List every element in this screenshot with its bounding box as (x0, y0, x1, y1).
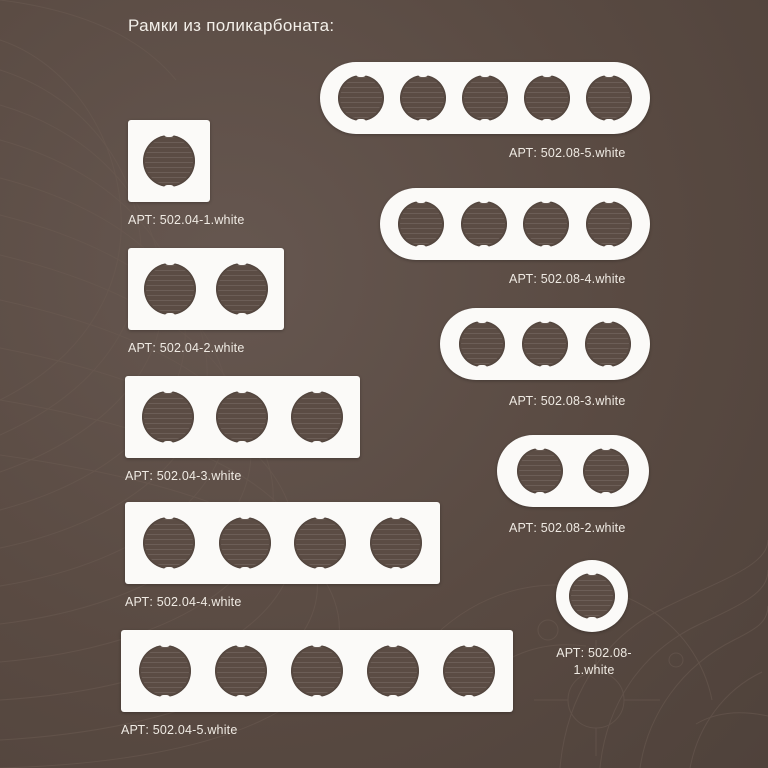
hole-striping (218, 265, 266, 313)
socket-hole (522, 321, 568, 367)
product-502.04-1[interactable] (128, 120, 210, 202)
product-caption-502.04-3: АРТ: 502.04-3.white (125, 469, 242, 483)
hole-striping (146, 265, 194, 313)
hole-row (320, 62, 650, 134)
socket-hole (524, 75, 570, 121)
socket-hole (459, 321, 505, 367)
product-caption-502.08-4: АРТ: 502.08-4.white (509, 272, 626, 286)
socket-hole (517, 448, 563, 494)
hole-striping (464, 77, 506, 119)
hole-striping (145, 137, 193, 185)
hole-striping (587, 323, 629, 365)
hole-striping (588, 203, 630, 245)
socket-hole (291, 391, 343, 443)
socket-hole (219, 517, 271, 569)
product-502.04-4[interactable] (125, 502, 440, 584)
hole-row (440, 308, 650, 380)
product-502.08-2[interactable] (497, 435, 649, 507)
socket-hole (585, 321, 631, 367)
hole-striping (217, 647, 265, 695)
product-502.08-5[interactable] (320, 62, 650, 134)
product-caption-502.08-5: АРТ: 502.08-5.white (509, 146, 626, 160)
socket-hole (523, 201, 569, 247)
socket-hole (215, 645, 267, 697)
product-502.08-3[interactable] (440, 308, 650, 380)
socket-hole (144, 263, 196, 315)
page-title: Рамки из поликарбоната: (128, 16, 335, 35)
socket-hole (216, 391, 268, 443)
hole-striping (585, 450, 627, 492)
frame-body (440, 308, 650, 380)
socket-hole (216, 263, 268, 315)
hole-striping (372, 519, 420, 567)
hole-striping (293, 647, 341, 695)
socket-hole (586, 75, 632, 121)
product-caption-502.04-1: АРТ: 502.04-1.white (128, 213, 245, 227)
product-caption-502.04-2: АРТ: 502.04-2.white (128, 341, 245, 355)
frame-body (121, 630, 513, 712)
socket-hole (462, 75, 508, 121)
frame-body (128, 120, 210, 202)
socket-hole (367, 645, 419, 697)
product-502.04-3[interactable] (125, 376, 360, 458)
hole-striping (525, 203, 567, 245)
hole-striping (141, 647, 189, 695)
socket-hole (142, 391, 194, 443)
hole-striping (402, 77, 444, 119)
frame-body (125, 502, 440, 584)
socket-hole (569, 573, 615, 619)
hole-striping (445, 647, 493, 695)
hole-striping (463, 203, 505, 245)
frame-body (497, 435, 649, 507)
hole-striping (144, 393, 192, 441)
hole-striping (340, 77, 382, 119)
hole-row (128, 248, 284, 330)
frame-body (380, 188, 650, 260)
hole-striping (524, 323, 566, 365)
hole-striping (461, 323, 503, 365)
hole-row (556, 560, 628, 632)
socket-hole (583, 448, 629, 494)
hole-striping (369, 647, 417, 695)
hole-striping (145, 519, 193, 567)
hole-row (125, 376, 360, 458)
hole-row (121, 630, 513, 712)
hole-striping (218, 393, 266, 441)
socket-hole (398, 201, 444, 247)
hole-striping (571, 575, 613, 617)
hole-striping (526, 77, 568, 119)
hole-row (497, 435, 649, 507)
socket-hole (586, 201, 632, 247)
product-502.08-4[interactable] (380, 188, 650, 260)
product-caption-502.04-5: АРТ: 502.04-5.white (121, 723, 238, 737)
hole-striping (400, 203, 442, 245)
socket-hole (461, 201, 507, 247)
product-502.08-1[interactable] (556, 560, 628, 632)
hole-striping (588, 77, 630, 119)
hole-striping (296, 519, 344, 567)
socket-hole (294, 517, 346, 569)
hole-row (380, 188, 650, 260)
product-caption-502.08-1: АРТ: 502.08-1.white (556, 646, 632, 677)
hole-striping (519, 450, 561, 492)
frame-body (125, 376, 360, 458)
socket-hole (291, 645, 343, 697)
socket-hole (143, 135, 195, 187)
product-caption-502.04-4: АРТ: 502.04-4.white (125, 595, 242, 609)
socket-hole (443, 645, 495, 697)
hole-striping (293, 393, 341, 441)
socket-hole (143, 517, 195, 569)
socket-hole (338, 75, 384, 121)
socket-hole (139, 645, 191, 697)
frame-body (556, 560, 628, 632)
product-caption-502.08-3: АРТ: 502.08-3.white (509, 394, 626, 408)
frame-body (128, 248, 284, 330)
hole-row (125, 502, 440, 584)
product-caption-502.08-2: АРТ: 502.08-2.white (509, 521, 626, 535)
socket-hole (370, 517, 422, 569)
hole-row (128, 120, 210, 202)
product-502.04-2[interactable] (128, 248, 284, 330)
product-502.04-5[interactable] (121, 630, 513, 712)
hole-striping (221, 519, 269, 567)
frame-body (320, 62, 650, 134)
socket-hole (400, 75, 446, 121)
